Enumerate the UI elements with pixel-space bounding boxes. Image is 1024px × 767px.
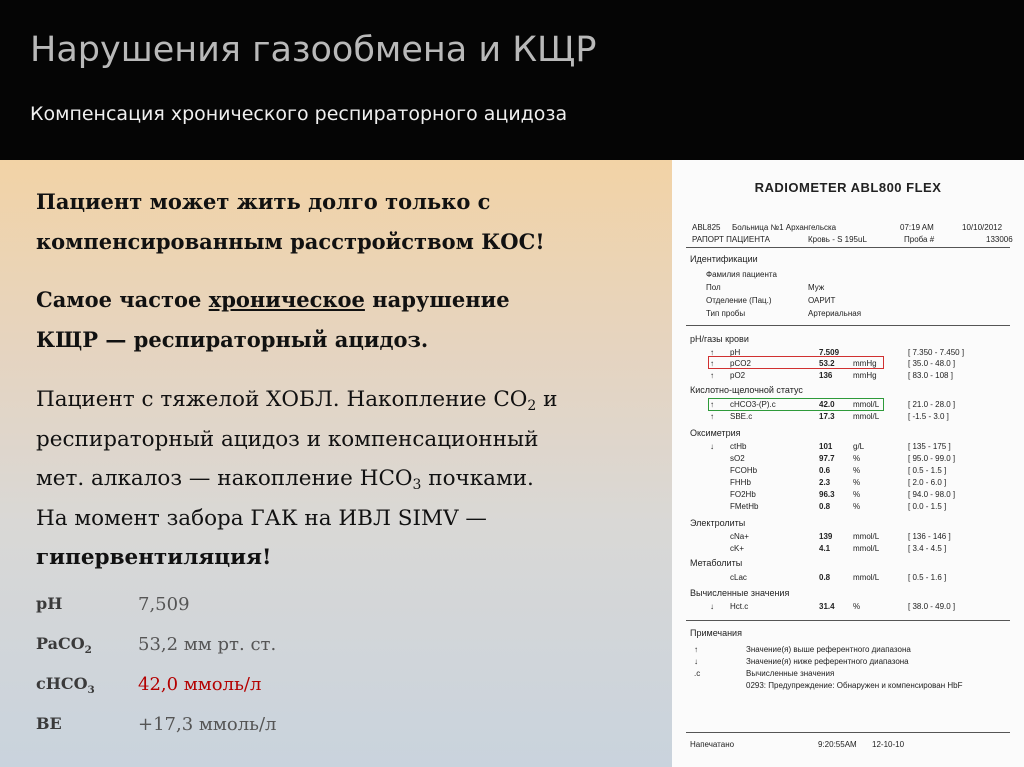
report-param-name: pCO2 [730,359,751,368]
report-section-title: Кислотно-щелочной статус [690,385,803,395]
blood-gas-params [36,590,436,750]
report-param-unit: mmol/L [853,544,880,553]
report-param-name: FCOHb [730,466,758,475]
report-reference-range: [ 3.4 - 4.5 ] [908,544,947,553]
param-row: BE +17,3 ммоль/л [36,714,277,735]
report-id-label: Фамилия пациента [706,270,777,279]
report-param-name: Hct.c [730,602,749,611]
highlighted-value: 42,0 ммоль/л [138,674,262,695]
param-row: pH 7,509 [36,594,190,615]
report-reference-range: [ 94.0 - 98.0 ] [908,490,956,499]
report-divider [686,620,1010,621]
report-reference-range: [ 0.0 - 1.5 ] [908,502,947,511]
report-param-name: pO2 [730,371,746,380]
report-reference-range: [ 0.5 - 1.5 ] [908,466,947,475]
report-note-text: Вычисленные значения [746,669,835,678]
report-param-value: 136 [819,371,833,380]
report-text: 10/10/2012 [962,223,1003,232]
report-param-value: 42.0 [819,400,835,409]
report-param-value: 0.8 [819,573,831,582]
report-param-name: cNa+ [730,532,749,541]
report-param-name: FMetHb [730,502,759,511]
report-param-name: cLac [730,573,747,582]
report-reference-range: [ 95.0 - 99.0 ] [908,454,956,463]
report-param-value: 0.6 [819,466,831,475]
report-param-name: FHHb [730,478,751,487]
report-id-value: Муж [808,283,825,292]
report-id-label: Пол [706,283,721,292]
slide-subtitle: Компенсация хронического респираторного ацидоза [30,103,568,125]
report-id-value: ОАРИТ [808,296,836,305]
report-param-unit: mmol/L [853,532,880,541]
report-text: Кровь - S 195uL [808,235,867,244]
hco3-highlight-box [708,398,884,411]
report-reference-range: [ 0.5 - 1.6 ] [908,573,947,582]
slide-header [0,0,1024,160]
emphasis-hyperventilation: гипервентиляция! [36,545,272,570]
report-section-title: Вычисленные значения [690,588,790,598]
report-flag: ↑ [710,359,714,368]
report-printed-label: Напечатано [690,740,735,749]
report-param-value: 101 [819,442,833,451]
report-param-unit: mmol/L [853,573,880,582]
report-note-symbol: .c [694,669,701,678]
report-section-title: Примечания [690,628,742,638]
report-reference-range: [ 21.0 - 28.0 ] [908,400,956,409]
report-reference-range: [ 83.0 - 108 ] [908,371,953,380]
report-text: ABL825 [692,223,721,232]
report-id-label: Тип пробы [706,309,746,318]
text-panel [0,160,672,767]
report-param-unit: mmol/L [853,412,880,421]
report-param-name: ctHb [730,442,747,451]
report-param-value: 96.3 [819,490,835,499]
paragraph-chronic: Самое частое хроническое нарушение КЩР — респираторный ацидоз. [36,287,510,352]
report-param-name: cK+ [730,544,745,553]
report-note-text: Значение(я) выше референтного диапазона [746,645,911,654]
report-flag: ↑ [710,371,714,380]
report-param-value: 53.2 [819,359,835,368]
report-flag: ↑ [710,412,714,421]
report-flag: ↓ [710,602,714,611]
report-printed-date: 12-10-10 [872,740,905,749]
report-reference-range: [ 136 - 146 ] [908,532,951,541]
report-param-value: 4.1 [819,544,831,553]
report-id-value: Артериальная [808,309,862,318]
param-row: cHCO$_3$ 42,0 ммоль/л [36,674,262,696]
analyzer-printout [672,160,1024,767]
report-param-unit: % [853,602,861,611]
report-note-symbol: ↑ [694,645,698,654]
report-section-title: Идентификации [690,254,758,264]
report-param-unit: g/L [853,442,865,451]
report-text: Проба # [904,235,935,244]
report-divider [686,247,1010,248]
report-flag: ↑ [710,400,714,409]
report-param-name: FO2Hb [730,490,756,499]
report-param-unit: mmHg [853,371,877,380]
report-param-unit: % [853,502,861,511]
report-param-unit: mmol/L [853,400,880,409]
report-reference-range: [ 135 - 175 ] [908,442,951,451]
report-param-value: 139 [819,532,833,541]
report-param-name: SBE.c [730,412,753,421]
report-note-text: Значение(я) ниже референтного диапазона [746,657,909,666]
report-param-name: pH [730,348,741,357]
report-section-title: Электролиты [690,518,746,528]
report-flag: ↓ [710,442,714,451]
report-param-value: 0.8 [819,502,831,511]
paragraph-survival: Пациент может жить долго только с компенсированным расстройством КОС! [36,189,545,254]
report-divider [686,325,1010,326]
report-section-title: Оксиметрия [690,428,741,438]
report-reference-range: [ 7.350 - 7.450 ] [908,348,965,357]
paragraph-case: Пациент с тяжелой ХОБЛ. Накопление $СО_2$ и респираторный ацидоз и компенсационный мет. алкалоз — накопление $НСО_3$ почками. На момент забора ГАК на ИВЛ SIMV — гипервентиляция! [36,387,558,570]
report-param-value: 7.509 [819,348,840,357]
report-printed-time: 9:20:55AM [818,740,857,749]
report-title: RADIOMETER ABL800 FLEX [754,180,942,195]
report-section-title: Метаболиты [690,558,743,568]
report-reference-range: [ -1.5 - 3.0 ] [908,412,949,421]
report-param-unit: % [853,454,861,463]
slide-title: Нарушения газообмена и КЩР [30,30,597,70]
report-param-value: 97.7 [819,454,835,463]
report-reference-range: [ 38.0 - 49.0 ] [908,602,956,611]
report-param-unit: % [853,490,861,499]
report-param-name: cHCO3-(P).c [730,400,776,409]
report-reference-range: [ 35.0 - 48.0 ] [908,359,956,368]
report-text: Больница №1 Архангельска [732,223,837,232]
report-note-symbol: ↓ [694,657,698,666]
report-id-label: Отделение (Пац.) [706,296,772,305]
report-param-value: 17.3 [819,412,835,421]
underlined-word: хроническое [208,287,365,312]
report-param-name: sO2 [730,454,745,463]
report-section-title: рН/газы крови [690,334,749,344]
pco2-highlight-box [708,356,884,369]
report-param-unit: % [853,478,861,487]
report-divider [686,732,1010,733]
report-reference-range: [ 2.0 - 6.0 ] [908,478,947,487]
report-text: 07:19 AM [900,223,934,232]
report-text: РАПОРТ ПАЦИЕНТА [692,235,770,244]
report-param-unit: % [853,466,861,475]
report-flag: ↑ [710,348,714,357]
param-row: PaCO$_2$ 53,2 мм рт. ст. [36,634,277,656]
report-param-unit: mmHg [853,359,877,368]
report-note-text: 0293: Предупреждение: Обнаружен и компенсирован HbF [746,681,963,690]
report-param-value: 2.3 [819,478,831,487]
analyzer-report-image [672,160,1024,767]
report-text: 133006 [986,235,1013,244]
report-param-value: 31.4 [819,602,835,611]
